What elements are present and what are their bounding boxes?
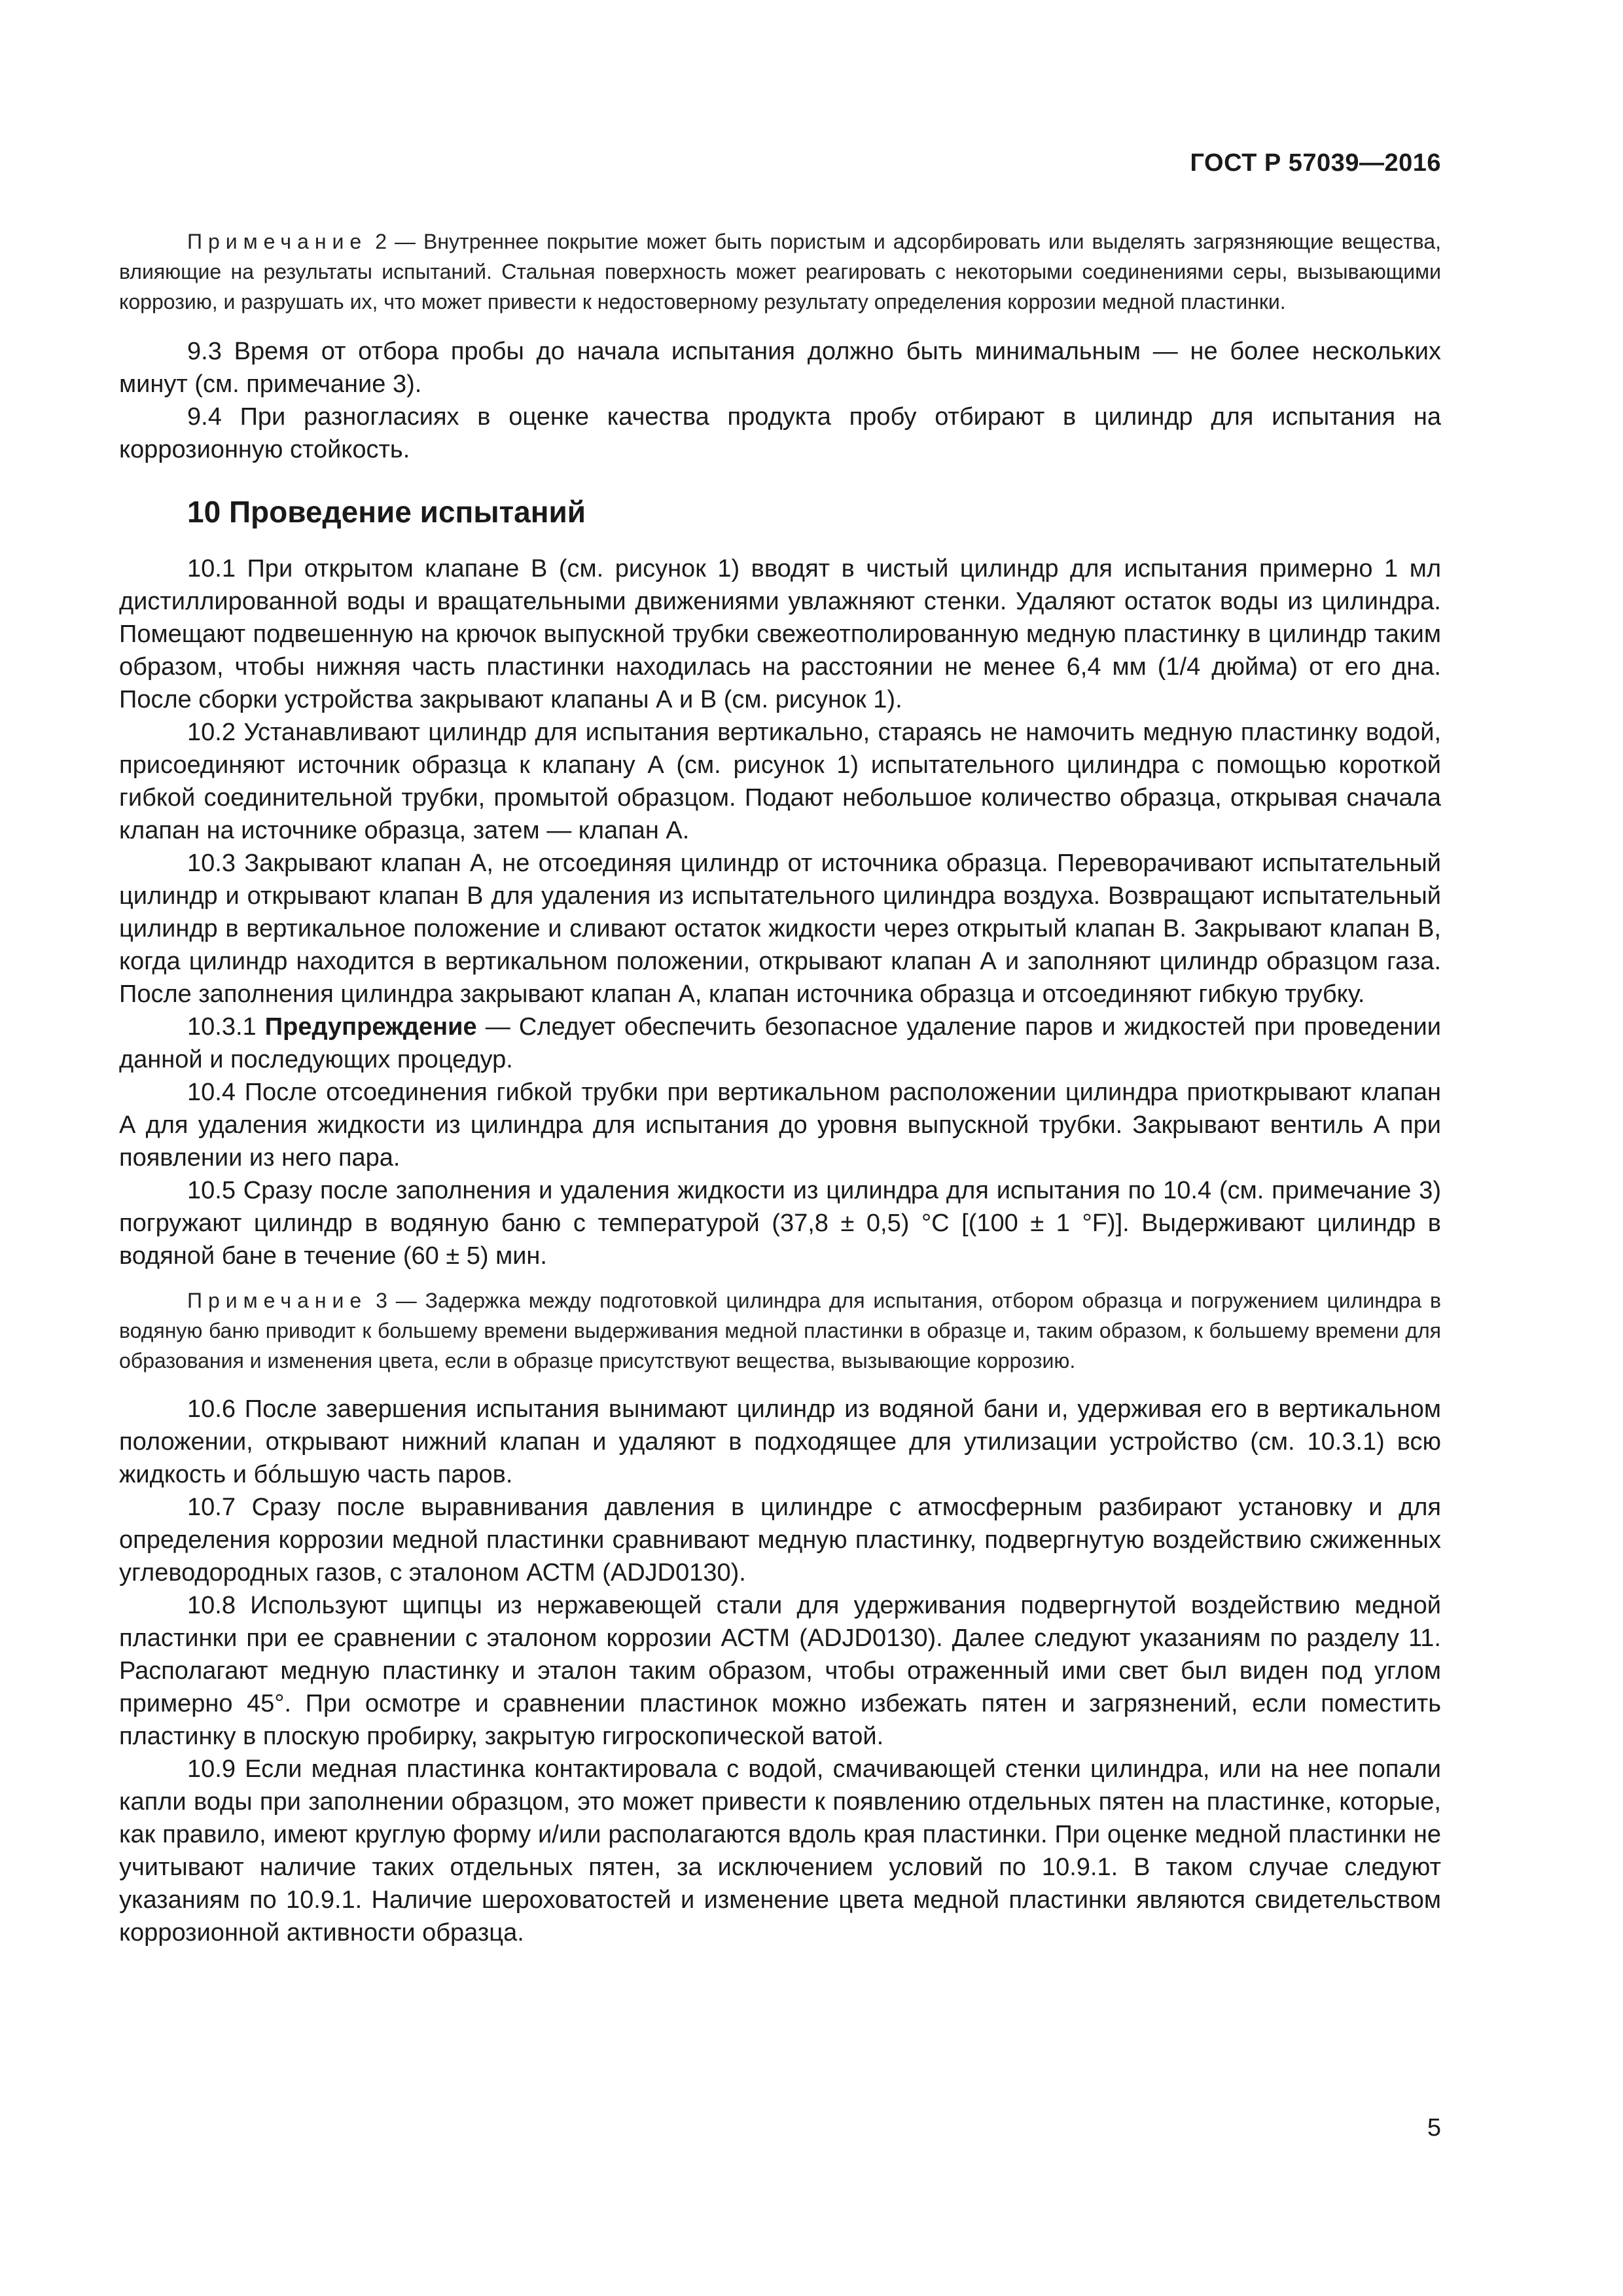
warning-number: 10.3.1 [187,1013,257,1041]
paragraph-10-5: 10.5 Сразу после заполнения и удаления жидкости из цилиндра для испытания по 10.4 (см. примечание 3) погружают цилиндр в водяную баню с температурой (37,8 ± 0,5) °С [(100 ± 1 °F)]. Выдерживают цилиндр в водяной бане в течение (60 ± 5) мин. [119,1177,1441,1270]
warning-label: Предупреждение [264,1013,477,1041]
note-2-label: Примечание [187,230,368,253]
paragraph-10-6: 10.6 После завершения испытания вынимают цилиндр из водяной бани и, удерживая его в вертикальном положении, открывают нижний клапан и удаляют в подходящее для утилизации устройство (см. 10.3.1) всю жидкость и бóльшую часть паров. [119,1395,1441,1488]
warning-text: — Следует обеспечить безопасное удаление паров и жидкостей при проведении данной и последующих процедур. [119,1013,1441,1073]
note-2 [119,226,1441,317]
section-heading: 10 Проведение испытаний [187,495,586,529]
paragraph-10-2: 10.2 Устанавливают цилиндр для испытания вертикально, стараясь не намочить медную пластинку водой, присоединяют источник образца к клапану А (см. рисунок 1) испытательного цилиндра с помощью короткой гибкой соединительной трубки, промытой образцом. Подают небольшое количество образца, открывая сначала клапан на источнике образца, затем — клапан А. [119,719,1441,844]
paragraph-10-1: 10.1 При открытом клапане В (см. рисунок 1) вводят в чистый цилиндр для испытания примерно 1 мл дистиллированной воды и вращательными движениями увлажняют стенки. Удаляют остаток воды из цилиндра. Помещают подвешенную на крючок выпускной трубки свежеотполированную медную пластинку в цилиндр таким образом, чтобы нижняя часть пластинки находилась на расстоянии не менее 6,4 мм (1/4 дюйма) от его дна. После сборки устройства закрывают клапаны А и В (см. рисунок 1). [119,555,1441,713]
paragraph-10-3-1-warning [119,1011,1441,1076]
note-3-label: Примечание [187,1289,368,1312]
paragraph-9-3: 9.3 Время от отбора пробы до начала испытания должно быть минимальным — не более нескольких минут (см. примечание 3). [119,338,1441,398]
document-body [119,226,1441,1949]
paragraph-9-4: 9.4 При разногласиях в оценке качества продукта пробу отбирают в цилиндр для испытания на коррозионную стойкость. [119,403,1441,463]
document-page [119,0,1441,2296]
note-3 [119,1285,1441,1376]
document-header: ГОСТ Р 57039—2016 [1190,149,1441,177]
page-number: 5 [1427,2114,1441,2142]
paragraph-10-9: 10.9 Если медная пластинка контактировала с водой, смачивающей стенки цилиндра, или на нее попали капли воды при заполнении образцом, это может привести к появлению отдельных пятен на пластинке, которые, как правило, имеют круглую форму и/или располагаются вдоль края пластинки. При оценке медной пластинки не учитывают наличие таких отдельных пятен, за исключением условий по 10.9.1. В таком случае следуют указаниям по 10.9.1. Наличие шероховатостей и изменение цвета медной пластинки являются свидетельством коррозионной активности образца. [119,1755,1441,1946]
paragraph-10-4: 10.4 После отсоединения гибкой трубки при вертикальном расположении цилиндра приоткрывают клапан А для удаления жидкости из цилиндра для испытания до уровня выпускной трубки. Закрывают вентиль А при появлении из него пара. [119,1079,1441,1172]
paragraph-10-8: 10.8 Используют щипцы из нержавеющей стали для удерживания подвергнутой воздействию медной пластинки при ее сравнении с эталоном коррозии АСТМ (ADJD0130). Далее следуют указаниям по разделу 11. Располагают медную пластинку и эталон таким образом, чтобы отраженный ими свет был виден под углом примерно 45°. При осмотре и сравнении пластинок можно избежать пятен и загрязнений, если поместить пластинку в плоскую пробирку, закрытую гигроскопической ватой. [119,1592,1441,1750]
note-2-text: 2 — Внутреннее покрытие может быть пористым и адсорбировать или выделять загрязняющие вещества, влияющие на результаты испытаний. Стальная поверхность может реагировать с некоторыми соединениями серы, вызывающими коррозию, и разрушать их, что может привести к недостоверному результату определения коррозии медной пластинки. [119,230,1441,314]
note-3-text: 3 — Задержка между подготовкой цилиндра для испытания, отбором образца и погружением цилиндра в водяную баню приводит к большему времени выдерживания медной пластинки в образце и, таким образом, к большему времени для образования и изменения цвета, если в образце присутствуют вещества, вызывающие коррозию. [119,1289,1441,1372]
paragraph-10-3: 10.3 Закрывают клапан А, не отсоединяя цилиндр от источника образца. Переворачивают испытательный цилиндр и открывают клапан В для удаления из испытательного цилиндра воздуха. Возвращают испытательный цилиндр в вертикальное положение и сливают остаток жидкости через открытый клапан В. Закрывают клапан В, когда цилиндр находится в вертикальном положении, открывают клапан А и заполняют цилиндр образцом газа. После заполнения цилиндра закрывают клапан А, клапан источника образца и отсоединяют гибкую трубку. [119,850,1441,1008]
paragraph-10-7: 10.7 Сразу после выравнивания давления в цилиндре с атмосферным разбирают установку и для определения коррозии медной пластинки сравнивают медную пластинку, подвергнутую воздействию сжиженных углеводородных газов, с эталоном АСТМ (ADJD0130). [119,1494,1441,1587]
